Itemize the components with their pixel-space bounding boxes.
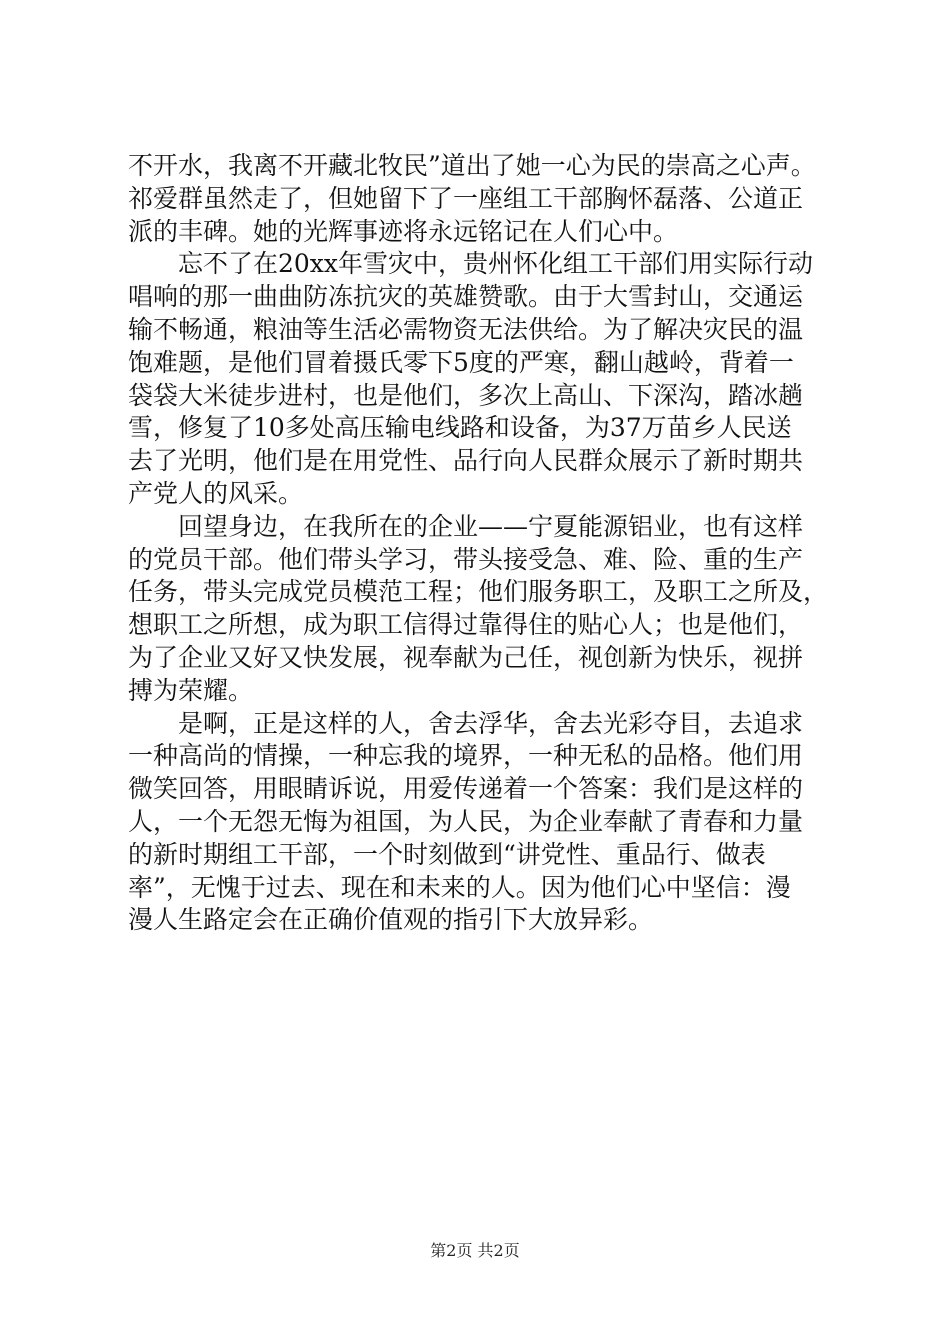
text-line: 是啊，正是这样的人，舍去浮华，舍去光彩夺目，去追求 [128,708,804,738]
text-line: 的新时期组工干部，一个时刻做到“讲党性、重品行、做表 [128,839,766,869]
text-line: 任务，带头完成党员模范工程；他们服务职工，及职工之所及， [128,577,829,607]
text-line: 派的丰碑。她的光辉事迹将永远铭记在人们心中。 [128,216,679,246]
text-line: 输不畅通，粮油等生活必需物资无法供给。为了解决灾民的温 [128,314,804,344]
text-line: 唱响的那一曲曲防冻抗灾的英雄赞歌。由于大雪封山，交通运 [128,282,804,312]
text-line: 回望身边，在我所在的企业——宁夏能源铝业，也有这样 [128,511,804,541]
text-line: 雪，修复了10多处高压输电线路和设备，为37万苗乡人民送 [128,413,792,443]
text-line: 的党员干部。他们带头学习，带头接受急、难、险、重的生产 [128,544,804,574]
text-line: 祁爱群虽然走了，但她留下了一座组工干部胸怀磊落、公道正 [128,183,804,213]
text-line: 人，一个无怨无悔为祖国，为人民，为企业奉献了青春和力量 [128,806,804,836]
text-line: 搏为荣耀。 [128,675,254,705]
page-number: 第2页 共2页 [430,1241,520,1260]
text-line: 一种高尚的情操，一种忘我的境界，一种无私的品格。他们用 [128,741,804,771]
text-line: 不开水，我离不开藏北牧民”道出了她一心为民的崇高之心声。 [128,151,816,180]
text-line: 去了光明，他们是在用党性、品行向人民群众展示了新时期共 [128,446,804,476]
text-line: 忘不了在20xx年雪灾中，贵州怀化组工干部们用实际行动 [128,249,814,279]
text-line: 率”，无愧于过去、现在和未来的人。因为他们心中坚信：漫 [128,872,791,902]
text-line: 微笑回答，用眼睛诉说，用爱传递着一个答案：我们是这样的 [128,774,804,804]
text-line: 为了企业又好又快发展，视奉献为己任，视创新为快乐，视拼 [128,642,804,672]
text-line: 漫人生路定会在正确价值观的指引下大放异彩。 [128,905,654,935]
text-line: 饱难题，是他们冒着摄氏零下5度的严寒，翻山越岭，背着一 [128,347,794,377]
text-line: 袋袋大米徒步进村，也是他们，多次上高山、下深沟，踏冰趟 [128,380,804,410]
document-body [128,150,834,937]
text-line: 想职工之所想，成为职工信得过靠得住的贴心人；也是他们， [128,610,804,640]
text-line: 产党人的风采。 [128,478,304,508]
